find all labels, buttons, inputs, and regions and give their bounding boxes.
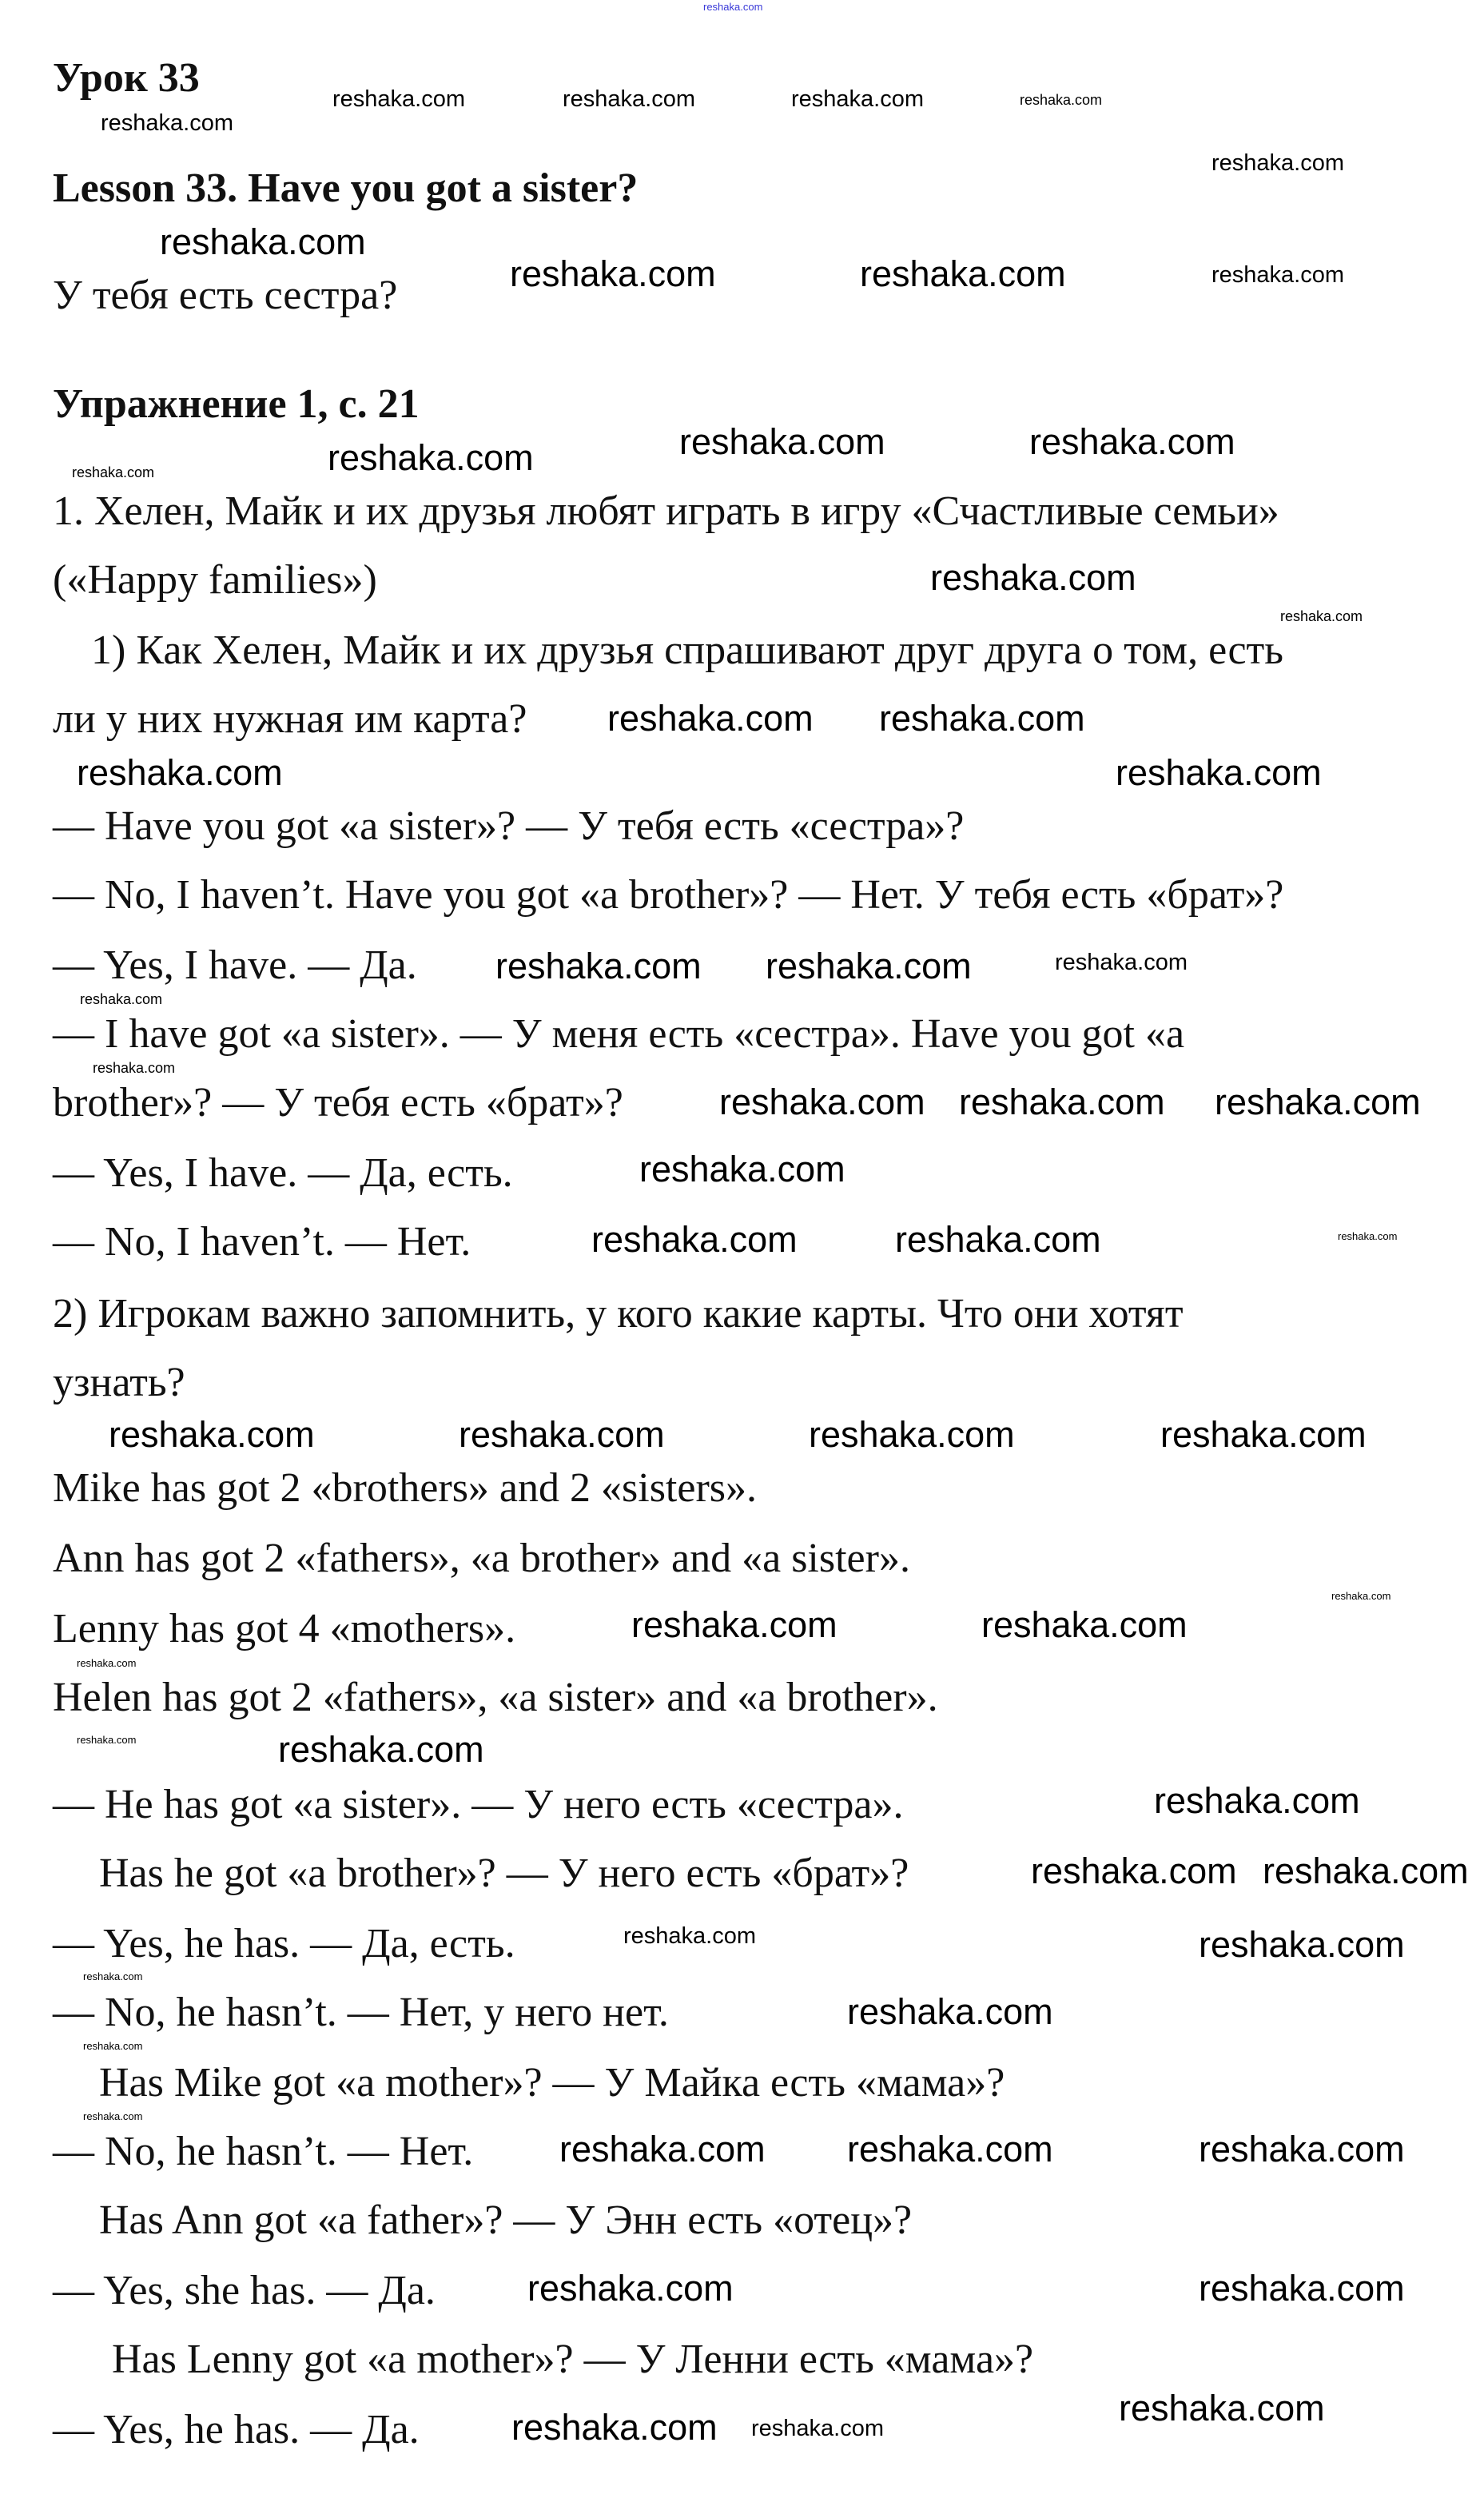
dialogue-line: — Yes, he has. — Да, есть. bbox=[53, 1921, 515, 1966]
dialogue-line: Has he got «a brother»? — У него есть «брат»? bbox=[99, 1851, 909, 1896]
dialogue-line: — No, I haven’t. Have you got «a brother»? — Нет. У тебя есть «брат»? bbox=[53, 872, 1284, 918]
watermark-text: reshaka.com bbox=[791, 86, 925, 112]
watermark-text: reshaka.com bbox=[328, 437, 534, 478]
dialogue-line: — He has got «a sister». — У него есть «сестра». bbox=[53, 1782, 904, 1827]
watermark-text: reshaka.com bbox=[1154, 1780, 1360, 1821]
watermark-text: reshaka.com bbox=[1263, 1851, 1469, 1891]
watermark-text: reshaka.com bbox=[1199, 1924, 1405, 1965]
watermark-text: reshaka.com bbox=[77, 1734, 137, 1746]
watermark-text: reshaka.com bbox=[77, 752, 283, 793]
watermark-text: reshaka.com bbox=[847, 2129, 1053, 2169]
dialogue-line: — Yes, I have. — Да, есть. bbox=[53, 1150, 513, 1196]
card-line: Mike has got 2 «brothers» and 2 «sisters». bbox=[53, 1465, 758, 1511]
watermark-text: reshaka.com bbox=[83, 2040, 143, 2052]
watermark-text: reshaka.com bbox=[809, 1414, 1015, 1455]
watermark-text: reshaka.com bbox=[101, 110, 234, 136]
lesson-number-heading: Урок 33 bbox=[53, 55, 200, 101]
watermark-text: reshaka.com bbox=[332, 86, 466, 112]
watermark-text: reshaka.com bbox=[751, 2416, 885, 2441]
watermark-text: reshaka.com bbox=[459, 1414, 665, 1455]
dialogue-line: — No, he hasn’t. — Нет, у него нет. bbox=[53, 1990, 669, 2035]
watermark-text: reshaka.com bbox=[930, 557, 1136, 598]
watermark-text: reshaka.com bbox=[1199, 2268, 1405, 2309]
lesson-title-translation: У тебя есть сестра? bbox=[53, 273, 398, 318]
watermark-text: reshaka.com bbox=[72, 464, 155, 480]
dialogue-line: brother»? — У тебя есть «брат»? bbox=[53, 1080, 623, 1126]
watermark-text: reshaka.com bbox=[278, 1729, 484, 1770]
dialogue-line: Has Mike got «a mother»? — У Майка есть «мама»? bbox=[99, 2060, 1005, 2106]
watermark-text: reshaka.com bbox=[607, 698, 814, 739]
watermark-text: reshaka.com bbox=[1199, 2129, 1405, 2169]
text-line: 1. Хелен, Майк и их друзья любят играть в игру «Счастливые семьи» bbox=[53, 488, 1279, 534]
watermark-text: reshaka.com bbox=[83, 2110, 143, 2122]
dialogue-line: — Yes, I have. — Да. bbox=[53, 942, 417, 988]
watermark-text: reshaka.com bbox=[511, 2407, 718, 2448]
dialogue-line: — No, he hasn’t. — Нет. bbox=[53, 2129, 474, 2174]
watermark-text: reshaka.com bbox=[860, 253, 1066, 294]
card-line: Helen has got 2 «fathers», «a sister» and «a brother». bbox=[53, 1675, 938, 1720]
watermark-text: reshaka.com bbox=[77, 1657, 137, 1669]
watermark-text: reshaka.com bbox=[83, 1970, 143, 1982]
watermark-text: reshaka.com bbox=[80, 991, 163, 1007]
card-line: Ann has got 2 «fathers», «a brother» and «a sister». bbox=[53, 1536, 910, 1581]
dialogue-line: — No, I haven’t. — Нет. bbox=[53, 1219, 471, 1265]
watermark-text: reshaka.com bbox=[109, 1414, 315, 1455]
watermark-text: reshaka.com bbox=[1215, 1082, 1421, 1122]
watermark-text: reshaka.com bbox=[1055, 950, 1188, 975]
text-line: 1) Как Хелен, Майк и их друзья спрашивают друг друга о том, есть bbox=[91, 628, 1283, 673]
watermark-text: reshaka.com bbox=[879, 698, 1085, 739]
card-line: Lenny has got 4 «mothers». bbox=[53, 1606, 516, 1651]
watermark-text: reshaka.com bbox=[160, 221, 366, 262]
watermark-text: reshaka.com bbox=[1029, 421, 1235, 462]
watermark-text: reshaka.com bbox=[766, 946, 972, 986]
watermark-text: reshaka.com bbox=[847, 1991, 1053, 2032]
watermark-text: reshaka.com bbox=[559, 2129, 766, 2169]
watermark-text: reshaka.com bbox=[719, 1082, 925, 1122]
watermark-text: reshaka.com bbox=[1031, 1851, 1237, 1891]
watermark-text: reshaka.com bbox=[1211, 262, 1345, 288]
watermark-text: reshaka.com bbox=[703, 1, 763, 13]
watermark-text: reshaka.com bbox=[1331, 1590, 1391, 1602]
text-line: 2) Игрокам важно запомнить, у кого какие карты. Что они хотят bbox=[53, 1291, 1184, 1337]
watermark-text: reshaka.com bbox=[1338, 1230, 1398, 1242]
watermark-text: reshaka.com bbox=[895, 1219, 1101, 1260]
watermark-text: reshaka.com bbox=[1280, 608, 1363, 624]
watermark-text: reshaka.com bbox=[93, 1060, 176, 1076]
watermark-text: reshaka.com bbox=[1020, 92, 1103, 108]
watermark-text: reshaka.com bbox=[631, 1604, 837, 1645]
dialogue-line: — Yes, he has. — Да. bbox=[53, 2407, 420, 2452]
watermark-text: reshaka.com bbox=[959, 1082, 1165, 1122]
watermark-text: reshaka.com bbox=[563, 86, 696, 112]
watermark-text: reshaka.com bbox=[679, 421, 885, 462]
text-line: узнать? bbox=[53, 1360, 185, 1405]
text-line: ли у них нужная им карта? bbox=[53, 696, 527, 742]
watermark-text: reshaka.com bbox=[495, 946, 702, 986]
watermark-text: reshaka.com bbox=[623, 1923, 757, 1949]
dialogue-line: Has Ann got «a father»? — У Энн есть «отец»? bbox=[99, 2197, 913, 2243]
watermark-text: reshaka.com bbox=[510, 253, 716, 294]
watermark-text: reshaka.com bbox=[591, 1219, 798, 1260]
watermark-text: reshaka.com bbox=[527, 2268, 734, 2309]
dialogue-line: Has Lenny got «a mother»? — У Ленни есть «мама»? bbox=[112, 2337, 1034, 2382]
watermark-text: reshaka.com bbox=[1116, 752, 1322, 793]
lesson-title: Lesson 33. Have you got a sister? bbox=[53, 165, 639, 211]
dialogue-line: — Have you got «a sister»? — У тебя есть «сестра»? bbox=[53, 803, 965, 849]
watermark-text: reshaka.com bbox=[981, 1604, 1188, 1645]
watermark-text: reshaka.com bbox=[639, 1149, 845, 1189]
dialogue-line: — Yes, she has. — Да. bbox=[53, 2268, 436, 2313]
watermark-text: reshaka.com bbox=[1211, 150, 1345, 176]
watermark-text: reshaka.com bbox=[1119, 2388, 1325, 2428]
text-line: («Happy families») bbox=[53, 557, 377, 603]
exercise-heading: Упражнение 1, с. 21 bbox=[53, 381, 420, 427]
dialogue-line: — I have got «a sister». — У меня есть «сестра». Have you got «a bbox=[53, 1011, 1185, 1057]
watermark-text: reshaka.com bbox=[1160, 1414, 1367, 1455]
